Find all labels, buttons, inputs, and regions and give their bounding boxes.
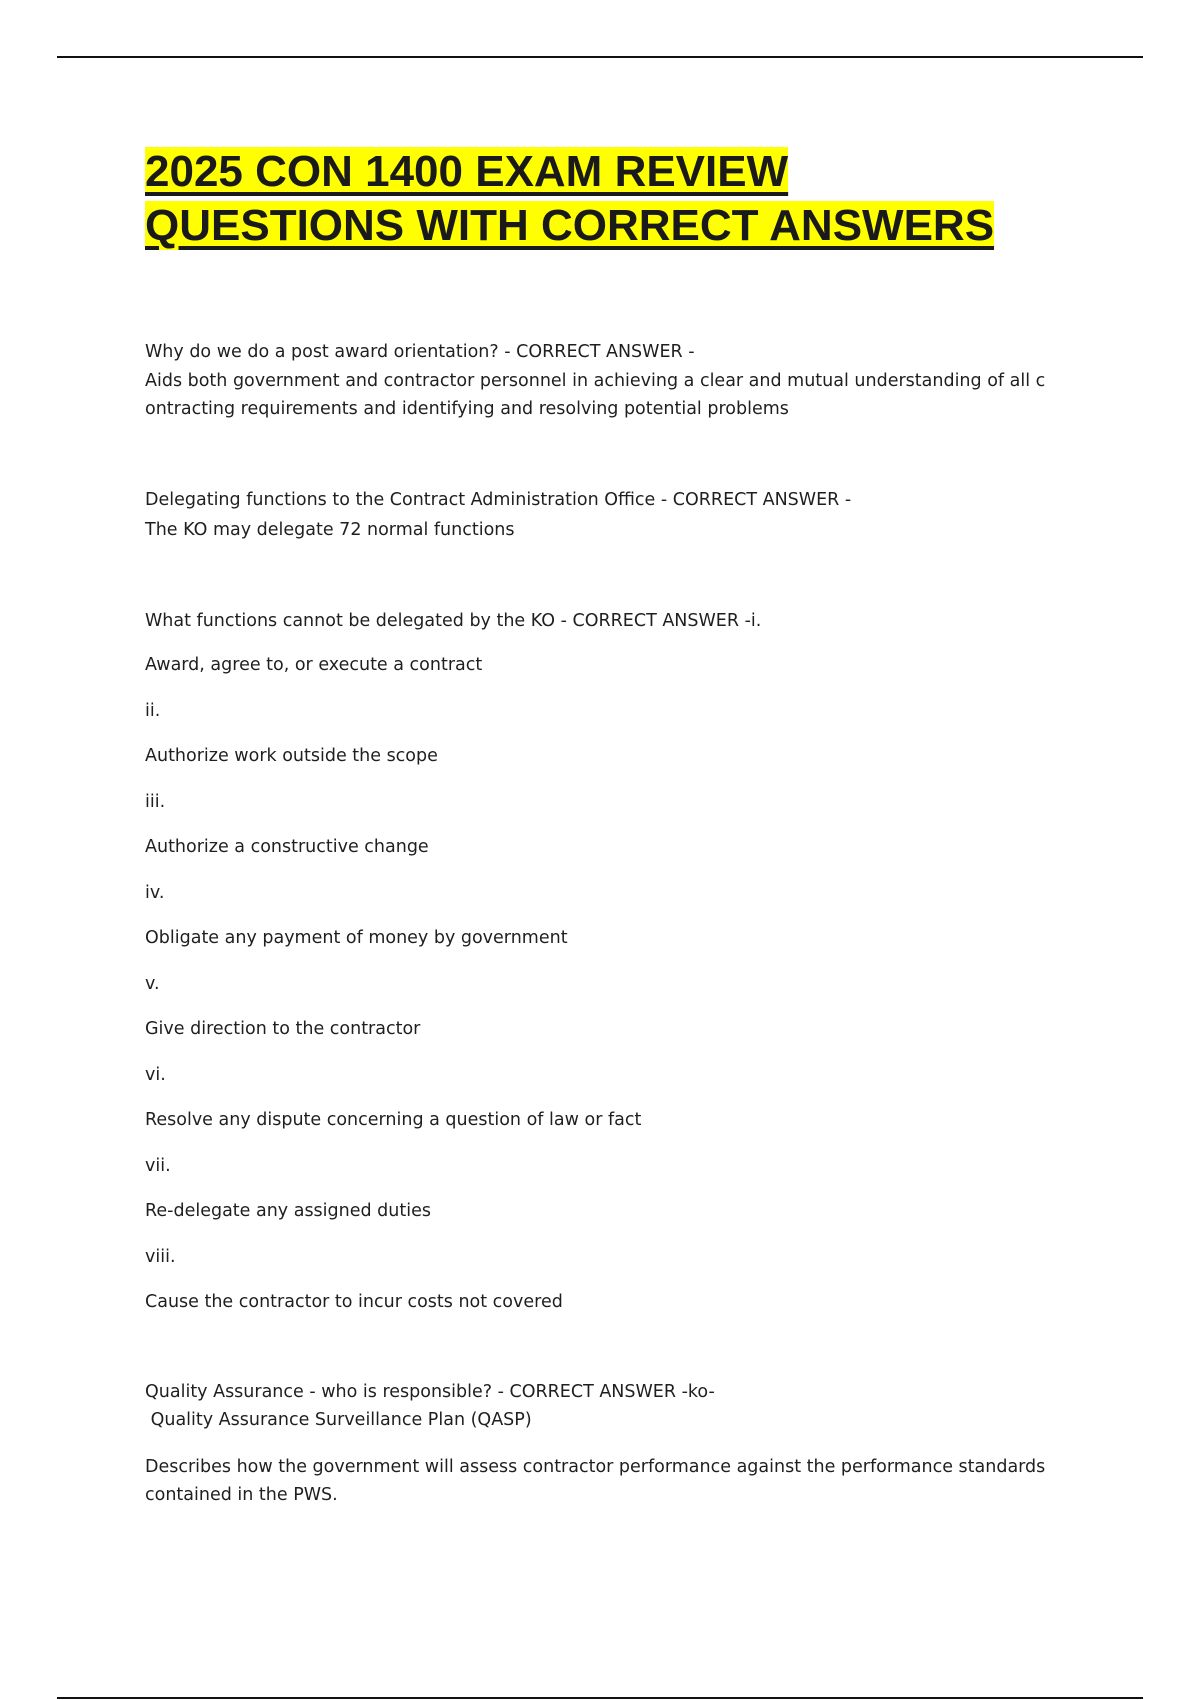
list-item: Obligate any payment of money by government	[145, 928, 568, 948]
list-numeral: v.	[145, 974, 160, 994]
list-numeral: ii.	[145, 701, 161, 721]
document-title	[145, 145, 1085, 253]
list-numeral: vii.	[145, 1156, 171, 1176]
list-item: Authorize work outside the scope	[145, 746, 438, 766]
top-rule	[57, 56, 1143, 58]
question-2: Delegating functions to the Contract Administration Office - CORRECT ANSWER -	[145, 490, 852, 510]
question-4: Quality Assurance - who is responsible? - CORRECT ANSWER -ko-	[145, 1382, 715, 1402]
question-3: What functions cannot be delegated by the KO - CORRECT ANSWER -i.	[145, 611, 762, 631]
answer-4-line-3: contained in the PWS.	[145, 1485, 338, 1505]
list-item: Authorize a constructive change	[145, 837, 429, 857]
list-item: Resolve any dispute concerning a question of law or fact	[145, 1110, 642, 1130]
title-line-2: QUESTIONS WITH CORRECT ANSWERS	[145, 201, 995, 250]
list-numeral: vi.	[145, 1065, 166, 1085]
answer-2: The KO may delegate 72 normal functions	[145, 520, 515, 540]
list-numeral: iii.	[145, 792, 166, 812]
answer-1-line-2: ontracting requirements and identifying and resolving potential problems	[145, 399, 789, 419]
list-item: Give direction to the contractor	[145, 1019, 421, 1039]
list-item: Cause the contractor to incur costs not covered	[145, 1292, 563, 1312]
answer-1-line-1: Aids both government and contractor personnel in achieving a clear and mutual understanding of all c	[145, 371, 1046, 391]
answer-4-line-1: Quality Assurance Surveillance Plan (QASP)	[145, 1410, 532, 1430]
list-item: Re-delegate any assigned duties	[145, 1201, 431, 1221]
answer-4-line-2: Describes how the government will assess contractor performance against the performance standards	[145, 1457, 1046, 1477]
question-1: Why do we do a post award orientation? - CORRECT ANSWER -	[145, 342, 695, 362]
list-numeral: iv.	[145, 883, 165, 903]
list-numeral: viii.	[145, 1247, 176, 1267]
bottom-rule	[57, 1697, 1143, 1699]
title-line-1: 2025 CON 1400 EXAM REVIEW	[145, 147, 789, 196]
list-item: Award, agree to, or execute a contract	[145, 655, 483, 675]
